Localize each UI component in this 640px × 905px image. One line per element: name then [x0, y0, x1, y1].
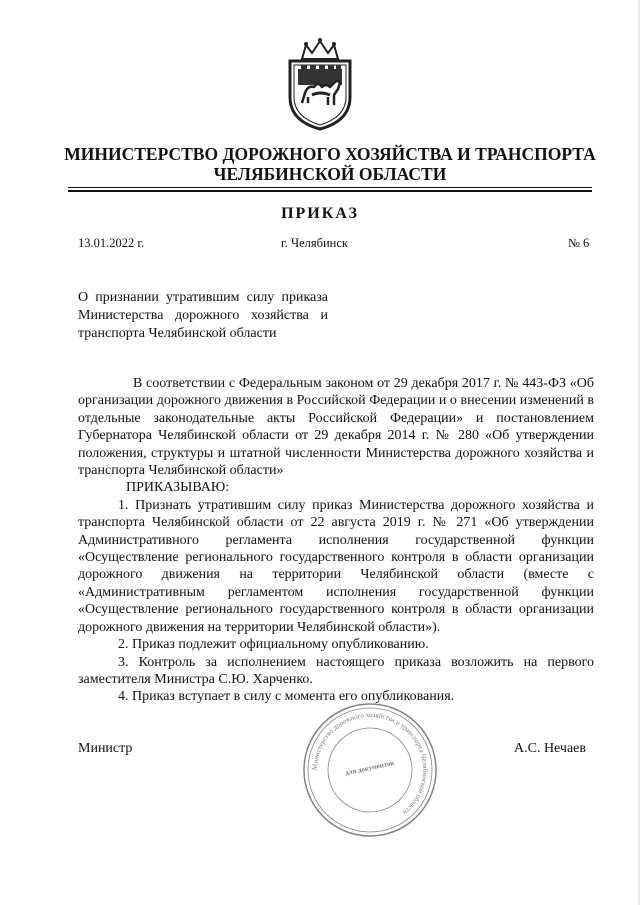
signatory-position: Министр: [78, 741, 133, 756]
order-item: 1. Признать утратившим силу приказ Министерства дорожного хозяйства и транспорта Челябинской области от 22 августа 2019 г. № 271 «Об утверждении Административного регламента исполнения государственной функции «Осуществление регионального государственного контроля в области организации дорожного движения на территории Челябинской области (вместе с «Административным регламентом исполнения государственной функции «Осуществление регионального государственного контроля в области организации дорожного движения на территории Челябинской области»).: [78, 497, 594, 635]
order-item: 2. Приказ подлежит официальному опубликованию.: [118, 637, 429, 653]
document-subject: О признании утратившим силу приказа Министерства дорожного хозяйства и транспорта Челябинской области: [78, 290, 328, 341]
order-word: ПРИКАЗЫВАЮ:: [126, 480, 230, 496]
header-divider-thin: [68, 187, 592, 188]
preamble-paragraph: В соответствии с Федеральным законом от 29 декабря 2017 г. № 443-ФЗ «Об организации дорожного движения в Российской Федерации и о внесении изменений в отдельные законодательные акты Российской Федерации» и постановлением Губернатора Челябинской области от 29 декабря 2014 г. № 280 «Об утверждении положения, структуры и штатной численности Министерства дорожного хозяйства и транспорта Челябинской области»: [78, 376, 594, 479]
signatory-name: А.С. Нечаев: [514, 741, 587, 756]
order-item: 4. Приказ вступает в силу с момента его опубликования.: [118, 689, 455, 705]
document-number: № 6: [568, 236, 590, 250]
ministry-name-line1: МИНИСТЕРСТВО ДОРОЖНОГО ХОЗЯЙСТВА И ТРАНСПОРТА: [64, 144, 596, 164]
document-body: [78, 375, 594, 706]
header-divider-thick: [68, 190, 592, 192]
order-item: 3. Контроль за исполнением настоящего приказа возложить на первого заместителя Министра С.Ю. Харченко.: [78, 654, 594, 687]
document-date: 13.01.2022 г.: [78, 236, 145, 250]
stamp-center-text: для документов: [344, 758, 395, 778]
document-title: ПРИКАЗ: [281, 205, 359, 222]
document-city: г. Челябинск: [281, 236, 348, 250]
official-stamp-icon: [300, 700, 440, 840]
ministry-name-line2: ЧЕЛЯБИНСКОЙ ОБЛАСТИ: [213, 164, 447, 184]
coat-of-arms-icon: [272, 37, 368, 133]
stamp-ring-text: Министерство дорожного хозяйства и транспорта Челябинской области: [310, 710, 430, 817]
